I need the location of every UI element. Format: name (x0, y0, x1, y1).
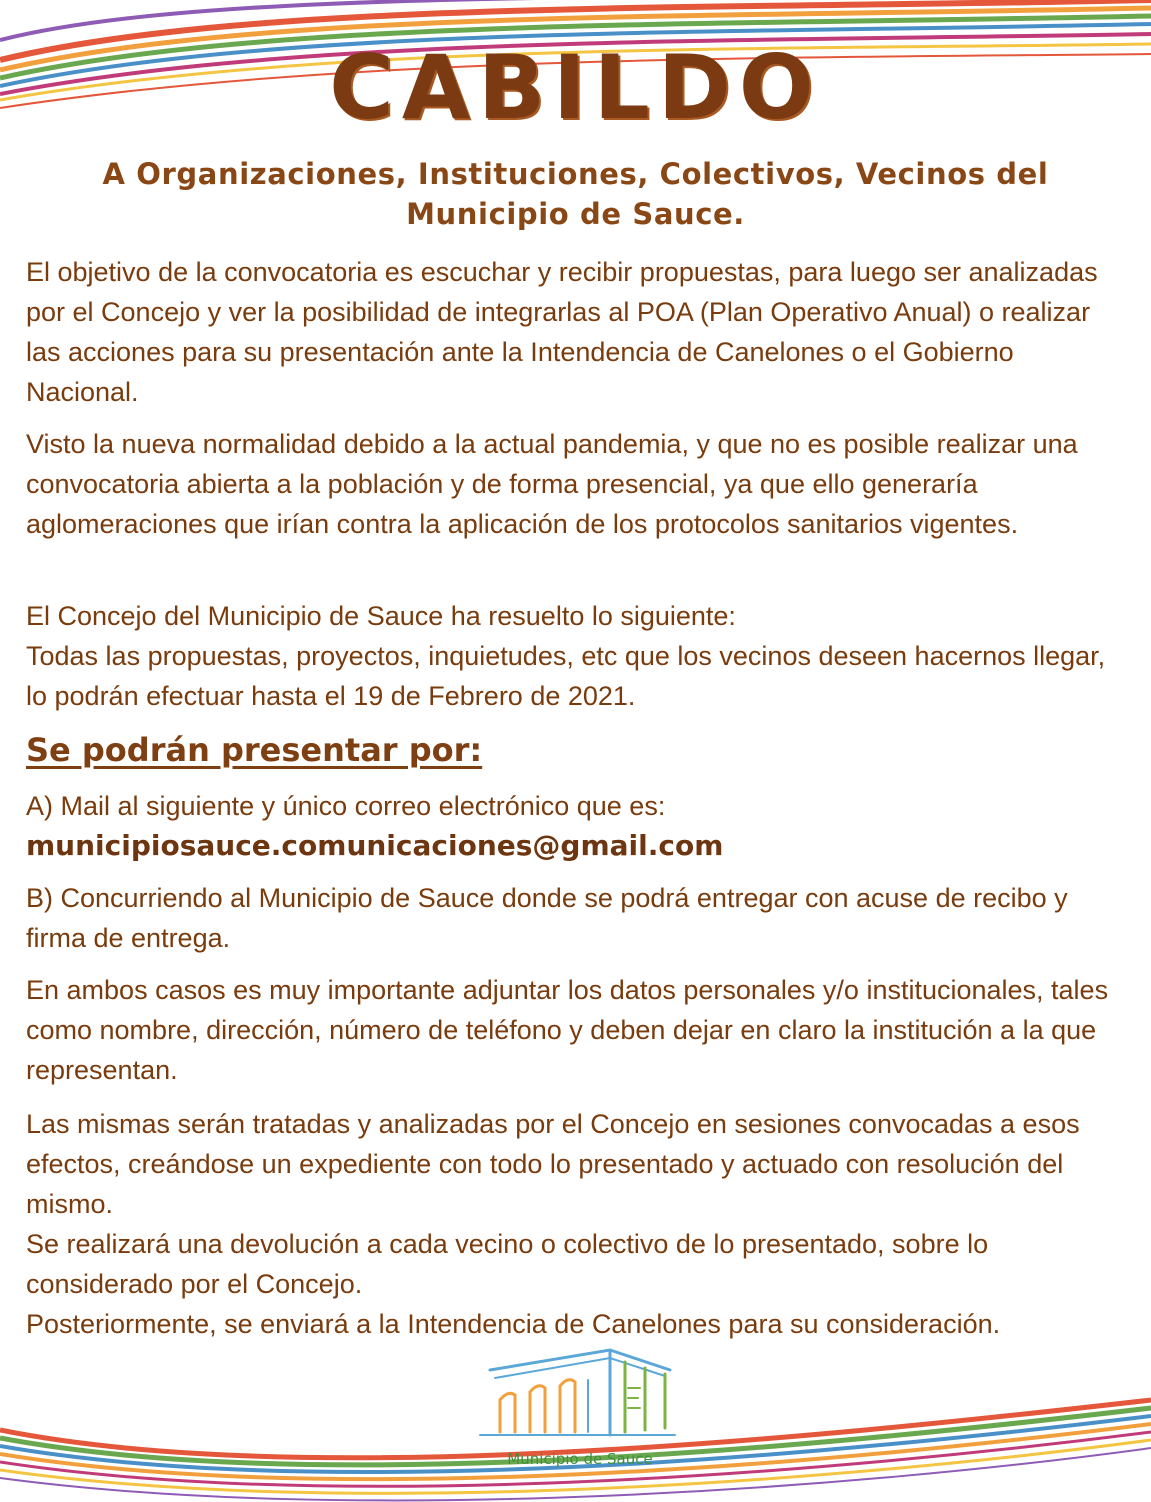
page-title: CABILDO (329, 36, 822, 139)
submission-heading: Se podrán presentar por: (26, 731, 483, 769)
contact-email-link[interactable]: municipiosauce.comunicaciones@gmail.com (26, 829, 724, 862)
municipal-building-icon (470, 1340, 690, 1440)
addressee-heading: A Organizaciones, Instituciones, Colectivos, Vecinos del Municipio de Sauce. (102, 157, 1049, 231)
deadline-text: Todas las propuestas, proyectos, inquietudes, etc que los vecinos deseen hacernos llegar, lo podrán efectuar hasta el 19 de Febrero de 2021. (26, 641, 1106, 711)
closing-paragraph (26, 1104, 1116, 1344)
data-required-paragraph (26, 970, 1116, 1090)
resolved-text: El Concejo del Municipio de Sauce ha resuelto lo siguiente: (26, 601, 736, 631)
option-b (26, 878, 1116, 958)
objective-text: El objetivo de la convocatoria es escuchar y recibir propuestas, para luego ser analizadas por el Concejo y ver la posibilidad de integrarlas al POA (Plan Operativo Anual) o realizar las acciones para su presentación ante la Intendencia de Canelones o el Gobierno Nacional. (26, 257, 1098, 407)
return-text: Se realizará una devolución a cada vecino o colectivo de lo presentado, sobre lo considerado por el Concejo. (26, 1229, 989, 1299)
resolution-paragraph (26, 596, 1116, 716)
pandemic-text: Visto la nueva normalidad debido a la actual pandemia, y que no es posible realizar una convocatoria abierta a la población y de forma presencial, ya que ello generaría aglomeraciones que irían contra la aplicación de los protocolos sanitarios vigentes. (26, 429, 1078, 539)
objective-paragraph (26, 252, 1116, 412)
treatment-text: Las mismas serán tratadas y analizadas por el Concejo en sesiones convocadas a esos efectos, creándose un expediente con todo lo presentado y actuado con resolución del mismo. (26, 1109, 1080, 1219)
data-required-text: En ambos casos es muy importante adjuntar los datos personales y/o institucionales, tales como nombre, dirección, número de teléfono y deben dejar en claro la institución a la que representan. (26, 975, 1109, 1085)
pandemic-paragraph (26, 424, 1116, 544)
option-b-text: B) Concurriendo al Municipio de Sauce donde se podrá entregar con acuse de recibo y firma de entrega. (26, 883, 1068, 953)
municipal-logo-label: Municipio de Sauce (507, 1450, 653, 1468)
later-text: Posteriormente, se enviará a la Intendencia de Canelones para su consideración. (26, 1309, 1001, 1339)
option-a-text: A) Mail al siguiente y único correo electrónico que es: (26, 791, 666, 821)
option-a (26, 786, 1116, 866)
